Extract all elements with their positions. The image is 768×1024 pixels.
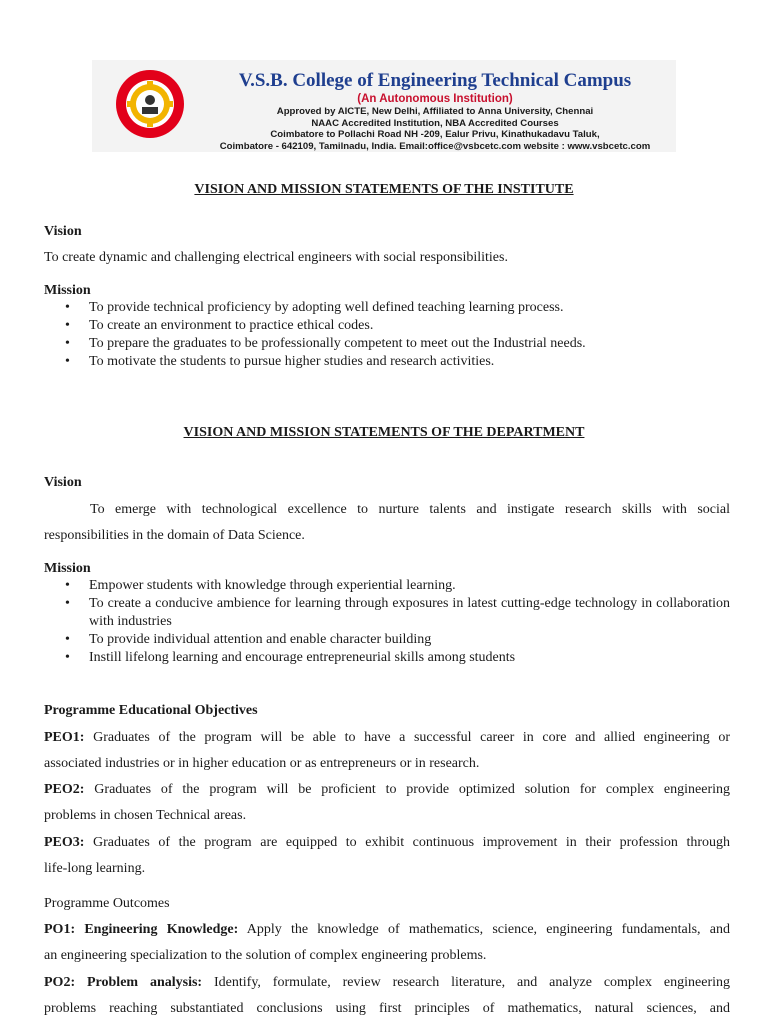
list-item: • To motivate the students to pursue higher studies and research activities. [44,353,730,371]
institute-mission-list [44,299,730,371]
po1-line1: PO1: Engineering Knowledge: Apply the knowledge of mathematics, science, engineering fundamentals, and [44,922,730,937]
peo1-line1: PEO1: Graduates of the program will be able to have a successful career in core and allied engineering or [44,730,731,745]
department-vision-label: Vision [44,475,82,490]
peo1-label: PEO1: [44,730,85,745]
peo2-line1: PEO2: Graduates of the program will be proficient to provide optimized solution for complex engineering [44,782,730,797]
list-item: • To prepare the graduates to be professionally competent to meet out the Industrial needs. [44,335,730,353]
department-mission-list [44,577,730,667]
po2-line2: problems reaching substantiated conclusions using first principles of mathematics, natural sciences, and [44,1001,730,1016]
po2-label: PO2: Problem analysis: [44,975,203,990]
college-info-line: NAAC Accredited Institution, NBA Accredited Courses [311,117,559,129]
list-item: • To provide technical proficiency by adopting well defined teaching learning process. [44,299,730,317]
institute-vision-text: To create dynamic and challenging electrical engineers with social responsibilities. [44,250,508,265]
po1-line2: an engineering specialization to the solution of complex engineering problems. [44,948,487,963]
peo-section-title: Programme Educational Objectives [44,703,258,718]
list-item: • To provide individual attention and enable character building [44,631,730,649]
college-info-line: Coimbatore - 642109, Tamilnadu, India. Email:office@vsbcetc.com website : www.vsbcetc.com [219,140,651,152]
institute-vision-label: Vision [44,224,82,239]
header-banner [92,60,676,152]
peo1-line2: associated industries or in higher education or as entrepreneurs or in research. [44,756,480,771]
list-item: • To create a conducive ambience for learning through exposures in latest cutting-edge technology in collaboration with industries [44,595,730,631]
college-info-line: Approved by AICTE, New Delhi, Affiliated to Anna University, Chennai [276,106,594,117]
peo3-line2: life-long learning. [44,861,146,876]
po2-line1: PO2: Problem analysis: Identify, formulate, review research literature, and analyze complex engineering [44,975,731,990]
college-name: V.S.B. College of Engineering Technical Campus [238,70,632,91]
po1-label: PO1: Engineering Knowledge: [44,922,239,937]
list-item: • To create an environment to practice ethical codes. [44,317,730,335]
department-vision-text-line1: To emerge with technological excellence to nurture talents and instigate research skills with social [90,502,730,517]
peo2-label: PEO2: [44,782,85,797]
college-info-line: Coimbatore to Pollachi Road NH -209, Ealur Privu, Kinathukadavu Taluk, [270,129,600,140]
college-logo-icon [114,68,186,140]
institute-section-title: VISION AND MISSION STATEMENTS OF THE INSTITUTE [194,182,574,197]
department-section-title: VISION AND MISSION STATEMENTS OF THE DEPARTMENT [183,425,585,440]
department-vision-text-line2: responsibilities in the domain of Data Science. [44,528,305,543]
peo3-line1: PEO3: Graduates of the program are equipped to exhibit continuous improvement in their profession through [44,835,731,850]
list-item: • Empower students with knowledge through experiential learning. [44,577,730,595]
institute-mission-label: Mission [44,283,91,298]
department-mission-label: Mission [44,561,91,576]
college-subtitle: (An Autonomous Institution) [357,93,513,105]
peo2-line2: problems in chosen Technical areas. [44,808,247,823]
list-item: • Instill lifelong learning and encourage entrepreneurial skills among students [44,649,730,667]
po-section-title: Programme Outcomes [44,896,170,911]
college-info [200,70,670,152]
peo3-label: PEO3: [44,835,85,850]
